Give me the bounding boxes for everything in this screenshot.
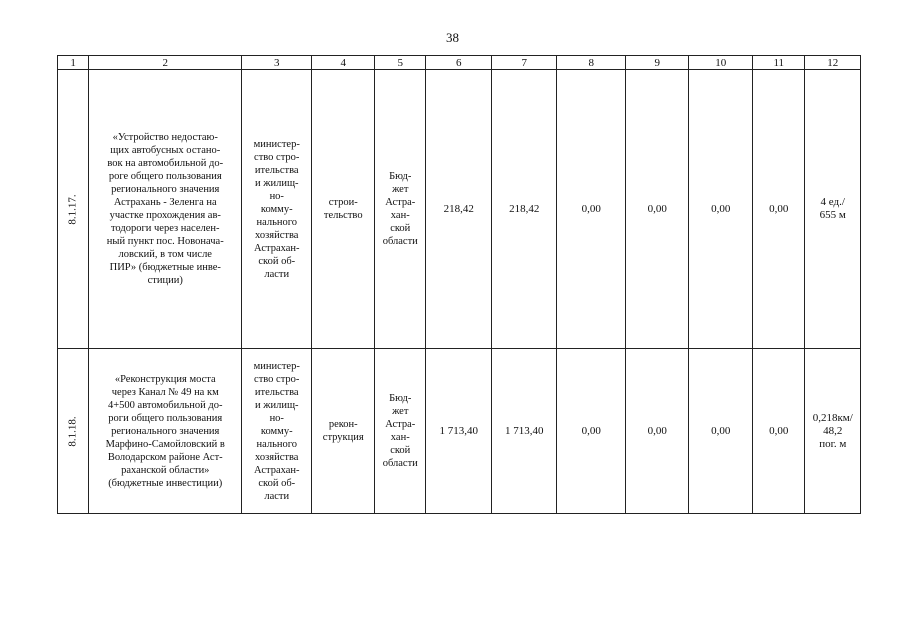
value-cell: 0,00 bbox=[626, 349, 689, 514]
column-number: 2 bbox=[89, 56, 242, 70]
row-number: 8.1.17. bbox=[66, 193, 79, 225]
work-type-cell bbox=[312, 349, 375, 514]
value-cell: 1 713,40 bbox=[492, 349, 557, 514]
result-cell bbox=[805, 70, 861, 349]
column-number: 9 bbox=[626, 56, 689, 70]
table-row bbox=[58, 349, 861, 514]
column-number: 3 bbox=[242, 56, 312, 70]
result-value: 0,218км/ 48,2 пог. м bbox=[812, 411, 853, 450]
value-cell: 218,42 bbox=[426, 70, 492, 349]
funding-source: Бюд- жет Астра- хан- ской области bbox=[382, 393, 418, 469]
value-cell: 218,42 bbox=[492, 70, 557, 349]
column-number: 5 bbox=[375, 56, 426, 70]
column-number: 1 bbox=[58, 56, 89, 70]
work-type: рекон- струкция bbox=[322, 419, 364, 443]
event-name: «Реконструкция моста через Канал № 49 на км 4+500 автомобильной до- роги общего пользования регионального значения Марфино-Самойловский в Володарском районе Аст- раханской области» (бюджетные инвестиции) bbox=[105, 373, 225, 489]
result-value: 4 ед./ 655 м bbox=[819, 196, 846, 221]
value-cell: 0,00 bbox=[753, 70, 805, 349]
value-cell: 0,00 bbox=[689, 70, 753, 349]
work-type: строи- тельство bbox=[323, 197, 363, 221]
row-number: 8.1.18. bbox=[66, 415, 79, 447]
funding-source: Бюд- жет Астра- хан- ской области bbox=[382, 171, 418, 247]
executor: министер- ство стро- ительства и жилищ- но- комму- нального хозяйства Астрахан- ской об- ласти bbox=[253, 138, 300, 280]
row-number-cell bbox=[58, 70, 89, 349]
funding-source-cell bbox=[375, 70, 426, 349]
program-table bbox=[57, 55, 861, 514]
result-cell bbox=[805, 349, 861, 514]
value-cell: 0,00 bbox=[557, 349, 626, 514]
event-name-cell bbox=[89, 349, 242, 514]
column-number: 4 bbox=[312, 56, 375, 70]
funding-source-cell bbox=[375, 349, 426, 514]
column-number: 7 bbox=[492, 56, 557, 70]
column-number-row bbox=[58, 56, 861, 70]
executor-cell bbox=[242, 70, 312, 349]
column-number: 10 bbox=[689, 56, 753, 70]
value-cell: 0,00 bbox=[557, 70, 626, 349]
work-type-cell bbox=[312, 70, 375, 349]
column-number: 6 bbox=[426, 56, 492, 70]
column-number: 8 bbox=[557, 56, 626, 70]
event-name: «Устройство недостаю- щих автобусных остано- вок на автомобильной до- роге общего пользования регионального значения Астрахань - Зеленга на участке прохождения ав- тодороги через населен- ный пункт пос. Новонача- ловский, в том числе ПИР» (бюджетные инве- стиции) bbox=[106, 132, 224, 286]
value-cell: 1 713,40 bbox=[426, 349, 492, 514]
value-cell: 0,00 bbox=[753, 349, 805, 514]
column-number: 12 bbox=[805, 56, 861, 70]
value-cell: 0,00 bbox=[626, 70, 689, 349]
executor: министер- ство стро- ительства и жилищ- но- комму- нального хозяйства Астрахан- ской об- ласти bbox=[253, 360, 300, 502]
column-number: 11 bbox=[753, 56, 805, 70]
value-cell: 0,00 bbox=[689, 349, 753, 514]
executor-cell bbox=[242, 349, 312, 514]
page-number: 38 bbox=[446, 30, 459, 45]
event-name-cell bbox=[89, 70, 242, 349]
table-row bbox=[58, 70, 861, 349]
row-number-cell bbox=[58, 349, 89, 514]
